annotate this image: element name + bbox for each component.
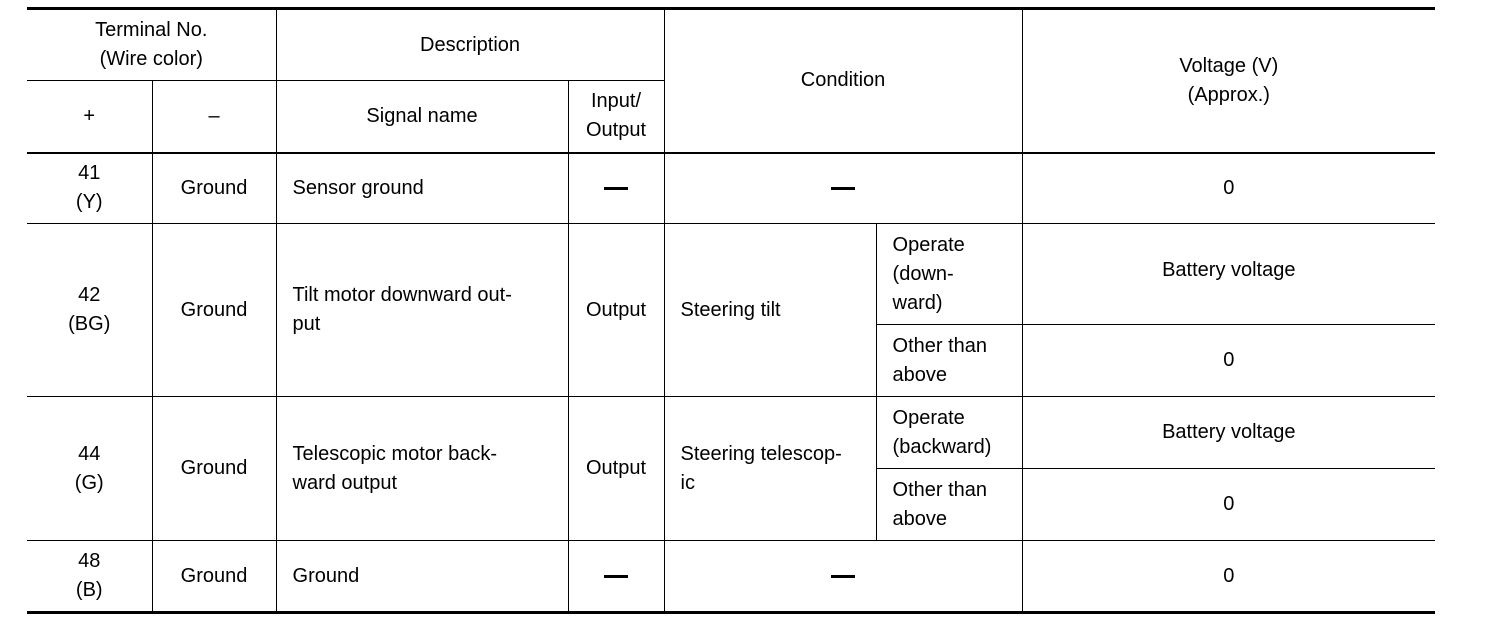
voltage: Battery voltage xyxy=(1022,224,1435,325)
terminal-minus: Ground xyxy=(152,541,276,613)
signal-name: Tilt motor downward out- put xyxy=(276,224,568,397)
terminal-minus: Ground xyxy=(152,397,276,541)
terminal-minus: Ground xyxy=(152,224,276,397)
table-row xyxy=(27,397,1435,469)
terminal-plus: 41 (Y) xyxy=(27,153,152,224)
voltage: 0 xyxy=(1022,469,1435,541)
condition: Steering tilt xyxy=(664,224,876,397)
header-voltage: Voltage (V) (Approx.) xyxy=(1022,9,1435,153)
table-row xyxy=(27,541,1435,613)
terminal-plus: 42 (BG) xyxy=(27,224,152,397)
sub-condition: Operate (down- ward) xyxy=(876,224,1022,325)
signal-name: Sensor ground xyxy=(276,153,568,224)
dash-mark xyxy=(831,575,855,578)
voltage: Battery voltage xyxy=(1022,397,1435,469)
terminal-plus: 48 (B) xyxy=(27,541,152,613)
condition xyxy=(664,153,1022,224)
dash-mark xyxy=(604,187,628,190)
table-row xyxy=(27,153,1435,224)
input-output: Output xyxy=(568,224,664,397)
voltage: 0 xyxy=(1022,325,1435,397)
dash-mark xyxy=(831,187,855,190)
header-condition: Condition xyxy=(664,9,1022,153)
sub-condition: Other than above xyxy=(876,469,1022,541)
header-description: Description xyxy=(276,9,664,81)
voltage: 0 xyxy=(1022,153,1435,224)
header-input-output: Input/ Output xyxy=(568,81,664,153)
terminal-minus: Ground xyxy=(152,153,276,224)
sub-condition: Other than above xyxy=(876,325,1022,397)
table-row xyxy=(27,224,1435,325)
header-plus: + xyxy=(27,81,152,153)
terminal-plus: 44 (G) xyxy=(27,397,152,541)
signal-name: Telescopic motor back- ward output xyxy=(276,397,568,541)
dash-mark xyxy=(604,575,628,578)
signal-name: Ground xyxy=(276,541,568,613)
header-terminal-no: Terminal No. (Wire color) xyxy=(27,9,276,81)
header-row-1 xyxy=(27,9,1435,81)
terminal-spec-table xyxy=(27,7,1435,614)
input-output xyxy=(568,541,664,613)
condition xyxy=(664,541,1022,613)
header-minus: – xyxy=(152,81,276,153)
voltage: 0 xyxy=(1022,541,1435,613)
input-output xyxy=(568,153,664,224)
condition: Steering telescop- ic xyxy=(664,397,876,541)
header-signal-name: Signal name xyxy=(276,81,568,153)
sub-condition: Operate (backward) xyxy=(876,397,1022,469)
input-output: Output xyxy=(568,397,664,541)
